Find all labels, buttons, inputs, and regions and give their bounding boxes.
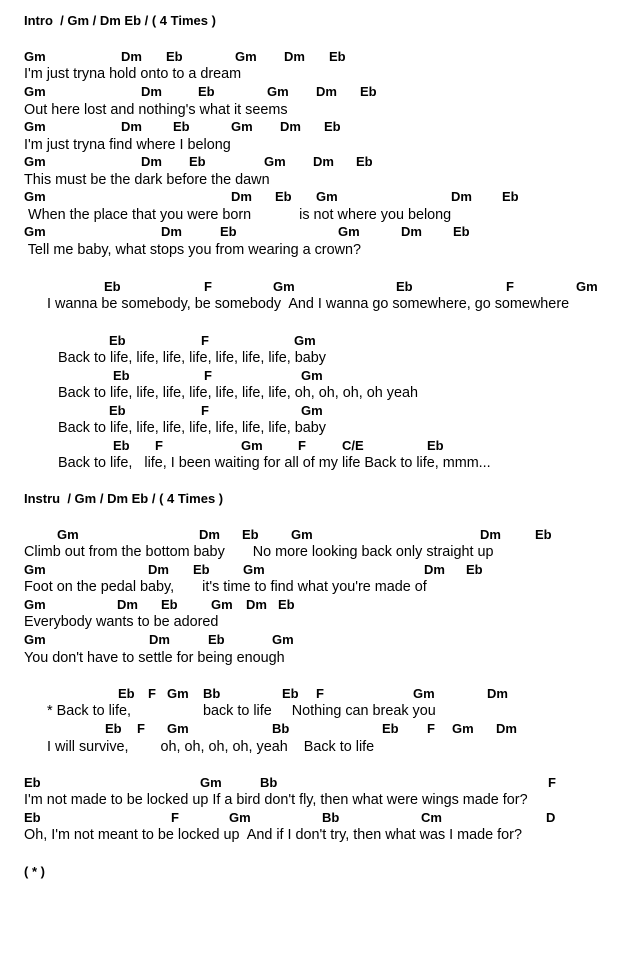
chord: Dm: [231, 189, 252, 204]
chord: Eb: [242, 527, 259, 542]
chord: Dm: [161, 224, 182, 239]
chord: Gm: [338, 224, 360, 239]
chord: Gm: [24, 224, 46, 239]
chord: Dm: [117, 597, 138, 612]
lyric-text: I wanna be somebody, be somebody And I wanna go somewhere, go somewhere: [47, 296, 570, 312]
chord: Eb: [275, 189, 292, 204]
chord: Gm: [211, 597, 233, 612]
chord: Dm: [451, 189, 472, 204]
chord: Bb: [203, 686, 221, 701]
lyric-line: [0, 826, 522, 844]
lyric-line: [0, 419, 326, 437]
chord: Gm: [413, 686, 435, 701]
chord: Eb: [109, 403, 126, 418]
chord: Eb: [427, 438, 444, 453]
lyric-text: Back to life, life, life, life, life, life, life, baby: [58, 420, 326, 436]
lyric-line: [0, 702, 436, 720]
chord: Eb: [360, 84, 377, 99]
lyric-line: [0, 136, 231, 154]
chord-line: [0, 526, 552, 544]
intro-heading-row: [0, 12, 216, 30]
chord: Eb: [278, 597, 295, 612]
chord: Gm: [272, 632, 294, 647]
chord: Dm: [121, 119, 142, 134]
chord: Cm: [421, 810, 442, 825]
lyric-text: Tell me baby, what stops you from wearing a crown?: [24, 242, 362, 258]
chord: Eb: [356, 154, 373, 169]
chord: Eb: [502, 189, 519, 204]
chord: Gm: [57, 527, 79, 542]
chord: Gm: [24, 632, 46, 647]
chord: C/E: [342, 438, 364, 453]
chord-line: [0, 278, 598, 296]
chord: Dm: [480, 527, 501, 542]
lyric-text: I will survive, oh, oh, oh, oh, yeah Back to life: [47, 739, 375, 755]
chord: F: [171, 810, 179, 825]
chord: Gm: [24, 562, 46, 577]
chord: Gm: [301, 368, 323, 383]
chord: F: [137, 721, 145, 736]
chord-line: [0, 685, 508, 703]
lyric-line: [0, 454, 491, 472]
instru-heading: Instru / Gm / Dm Eb / ( 4 Times ): [24, 491, 224, 506]
chord: Gm: [24, 119, 46, 134]
chord: F: [155, 438, 163, 453]
chord: Gm: [576, 279, 598, 294]
chord-line: [0, 367, 323, 385]
chord: Eb: [282, 686, 299, 701]
chord: Eb: [104, 279, 121, 294]
chord: Gm: [301, 403, 323, 418]
chord: Dm: [141, 84, 162, 99]
chord: Bb: [260, 775, 278, 790]
chord: Eb: [208, 632, 225, 647]
chord: Gm: [294, 333, 316, 348]
lyric-line: [0, 101, 288, 119]
chord: Gm: [167, 686, 189, 701]
chord: F: [427, 721, 435, 736]
lyric-text: You don't have to settle for being enough: [24, 650, 285, 666]
lyric-line: [0, 613, 219, 631]
chord: Eb: [189, 154, 206, 169]
chord: Eb: [24, 775, 41, 790]
lyric-line: [0, 384, 418, 402]
lyric-text: This must be the dark before the dawn: [24, 172, 270, 188]
lyric-line: [0, 543, 494, 561]
chord: F: [201, 403, 209, 418]
lyric-line: [0, 295, 570, 313]
lyric-line: [0, 171, 270, 189]
repeat-mark-row: [0, 863, 45, 881]
chord-line: [0, 437, 444, 455]
lyric-line: [0, 578, 427, 596]
repeat-mark: ( * ): [24, 864, 45, 879]
chord-line: [0, 153, 373, 171]
chord-line: [0, 332, 316, 350]
chord: F: [148, 686, 156, 701]
chord: Gm: [229, 810, 251, 825]
chord: Dm: [149, 632, 170, 647]
chord: Gm: [167, 721, 189, 736]
chord: Gm: [24, 189, 46, 204]
chord: F: [201, 333, 209, 348]
lyric-text: * Back to life, back to life Nothing can break you: [47, 703, 436, 719]
chord: Gm: [273, 279, 295, 294]
chord: Gm: [452, 721, 474, 736]
chord: Dm: [487, 686, 508, 701]
chord: Eb: [535, 527, 552, 542]
chord: Eb: [193, 562, 210, 577]
lyric-line: [0, 206, 452, 224]
chord: Gm: [291, 527, 313, 542]
chord-line: [0, 48, 346, 66]
chord: Dm: [121, 49, 142, 64]
chord-line: [0, 561, 483, 579]
chord-line: [0, 223, 470, 241]
chord: Eb: [166, 49, 183, 64]
chord-line: [0, 118, 341, 136]
chord: Gm: [24, 597, 46, 612]
chord-line: [0, 402, 323, 420]
chord: Eb: [24, 810, 41, 825]
chord-line: [0, 188, 519, 206]
chord: Gm: [235, 49, 257, 64]
chord: Gm: [264, 154, 286, 169]
lyric-line: [0, 649, 285, 667]
chord: Eb: [105, 721, 122, 736]
lyric-text: Back to life, life, life, life, life, life, life, baby: [58, 350, 326, 366]
chord: Eb: [109, 333, 126, 348]
chord: Eb: [220, 224, 237, 239]
chord: F: [298, 438, 306, 453]
chord: Dm: [280, 119, 301, 134]
chord: F: [204, 368, 212, 383]
chord: Eb: [161, 597, 178, 612]
chord: Dm: [424, 562, 445, 577]
chord: Gm: [267, 84, 289, 99]
chord: Dm: [141, 154, 162, 169]
chord: Eb: [113, 368, 130, 383]
chord: Gm: [316, 189, 338, 204]
chord: Dm: [199, 527, 220, 542]
chord: Gm: [243, 562, 265, 577]
chord-line: [0, 83, 377, 101]
chord: Eb: [113, 438, 130, 453]
lyric-line: [0, 65, 242, 83]
lyric-text: I'm not made to be locked up If a bird don't fly, then what were wings made for?: [24, 792, 528, 808]
lyric-text: Back to life, life, life, life, life, life, life, oh, oh, oh, oh yeah: [58, 385, 418, 401]
instru-heading-row: [0, 490, 224, 508]
chord: Eb: [396, 279, 413, 294]
chord: Eb: [466, 562, 483, 577]
chord: F: [506, 279, 514, 294]
chord: D: [546, 810, 556, 825]
chord: Eb: [329, 49, 346, 64]
lyric-line: [0, 738, 375, 756]
lyric-text: Climb out from the bottom baby No more looking back only straight up: [24, 544, 494, 560]
chord: F: [204, 279, 212, 294]
chord: Bb: [272, 721, 290, 736]
chord-line: [0, 596, 295, 614]
chord: Bb: [322, 810, 340, 825]
chord: Eb: [382, 721, 399, 736]
chord-line: [0, 809, 556, 827]
chord: Eb: [198, 84, 215, 99]
chord: Dm: [148, 562, 169, 577]
chord: Gm: [24, 84, 46, 99]
chord: Gm: [241, 438, 263, 453]
chord: Eb: [324, 119, 341, 134]
lyric-text: Oh, I'm not meant to be locked up And if I don't try, then what was I made for?: [24, 827, 522, 843]
chord-line: [0, 631, 294, 649]
chord: Dm: [496, 721, 517, 736]
chord-line: [0, 774, 556, 792]
lyric-text: Foot on the pedal baby, it's time to find what you're made of: [24, 579, 427, 595]
lyric-text: I'm just tryna hold onto to a dream: [24, 66, 242, 82]
chord: Dm: [316, 84, 337, 99]
chord: Gm: [231, 119, 253, 134]
chord: Gm: [24, 49, 46, 64]
chord-line: [0, 720, 517, 738]
lyric-line: [0, 241, 362, 259]
lyric-text: When the place that you were born is not where you belong: [24, 207, 452, 223]
chord: Dm: [313, 154, 334, 169]
chord: Dm: [246, 597, 267, 612]
chord: Gm: [200, 775, 222, 790]
chord: F: [548, 775, 556, 790]
intro-heading: Intro / Gm / Dm Eb / ( 4 Times ): [24, 13, 216, 28]
lyric-text: I'm just tryna find where I belong: [24, 137, 231, 153]
lyric-line: [0, 791, 528, 809]
chord: Gm: [24, 154, 46, 169]
lyric-line: [0, 349, 326, 367]
lyric-text: Everybody wants to be adored: [24, 614, 219, 630]
chord: Dm: [284, 49, 305, 64]
lyric-text: Out here lost and nothing's what it seems: [24, 102, 288, 118]
lyric-text: Back to life, life, I been waiting for all of my life Back to life, mmm...: [58, 455, 491, 471]
chord: Eb: [173, 119, 190, 134]
chord: Dm: [401, 224, 422, 239]
chord: Eb: [118, 686, 135, 701]
chord: F: [316, 686, 324, 701]
chord: Eb: [453, 224, 470, 239]
